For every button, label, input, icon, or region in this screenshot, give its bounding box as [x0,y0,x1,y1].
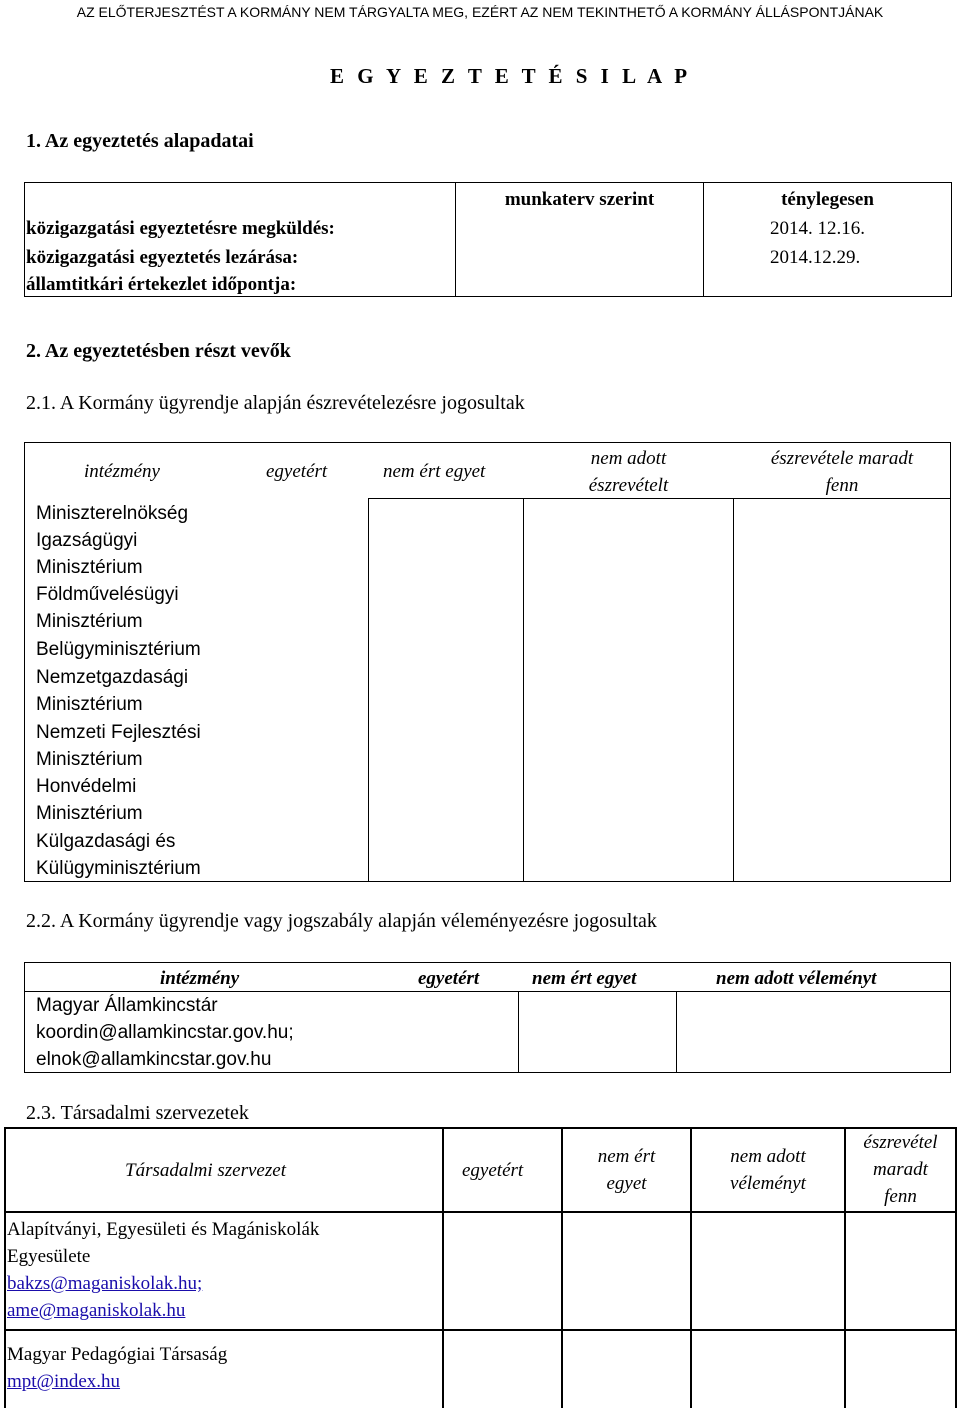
row-label-meeting: államtitkári értekezlet időpontja: [26,274,297,295]
row-actual-closed: 2014.12.29. [770,247,861,268]
institution-row: Honvédelmi Minisztérium [36,776,143,824]
col-disagree-header: nem ért egyet [383,461,486,482]
section2-heading: 2. Az egyeztetésben részt vevők [26,340,291,362]
org1-email-link-1[interactable]: bakzs@maganiskolak.hu; [7,1273,203,1294]
col-plan-header: munkaterv szerint [504,189,655,210]
section2-1-heading: 2.1. A Kormány ügyrendje alapján észrevételezésre jogosultak [26,392,525,414]
col-kept-header-3-line2: maradt [873,1159,928,1180]
col-institution-header: intézmény [84,461,160,482]
org2-name: Magyar Pedagógiai Társaság [7,1344,228,1365]
org1-email-link-2[interactable]: ame@maganiskolak.hu [7,1300,186,1321]
org1-name-line1: Alapítványi, Egyesületi és Magániskolák [7,1219,320,1240]
section2-3-heading: 2.3. Társadalmi szervezetek [26,1102,249,1124]
col-disagree-header-3-line2: egyet [606,1173,647,1194]
institution-name: Magyar Államkincstár [36,995,218,1016]
col-noremark-header-line1: nem adott [590,448,667,469]
col-noremark-header-line2: észrevételt [588,475,669,496]
row-label-sent: közigazgatási egyeztetésre megküldés: [26,218,335,239]
col-disagree-header-3-line1: nem ért [597,1146,656,1167]
col-org-header: Társadalmi szervezet [125,1160,286,1181]
institution-email-1: koordin@allamkincstar.gov.hu; [36,1022,294,1043]
section2-2-heading: 2.2. A Kormány ügyrendje vagy jogszabály alapján véleményezésre jogosultak [26,910,657,932]
col-kept-header-3-line1: észrevétel [863,1132,938,1153]
institution-row: Nemzeti Fejlesztési Minisztérium [36,722,201,770]
institution-row: Nemzetgazdasági Minisztérium [36,667,189,715]
col-noopinion-header-3-line1: nem adott [730,1146,806,1167]
col-agree-header: egyetért [266,461,328,482]
institution-row: Külgazdasági és Külügyminisztérium [36,831,201,879]
col-agree-header-2: egyetért [418,968,480,989]
institution-row: Földművelésügyi Minisztérium [36,584,179,632]
institution-email-2: elnok@allamkincstar.gov.hu [36,1049,272,1070]
page-title: E G Y E Z T E T É S I L A P [330,64,692,88]
col-agree-header-3: egyetért [462,1160,524,1181]
col-noopinion-header-2: nem adott véleményt [716,968,877,989]
draft-notice-header: AZ ELŐTERJESZTÉST A KORMÁNY NEM TÁRGYALTA MEG, EZÉRT AZ NEM TEKINTHETŐ A KORMÁNY ÁLLÁSPONTJÁNAK [76,4,884,20]
institution-row: Igazságügyi Minisztérium [36,530,143,578]
institution-row: Miniszterelnökség [36,503,189,524]
col-disagree-header-2: nem ért egyet [532,968,637,989]
col-noopinion-header-3-line2: véleményt [730,1173,806,1194]
col-kept-header-line2: fenn [825,475,859,496]
org2-email-link[interactable]: mpt@index.hu [7,1371,121,1392]
col-actual-header: ténylegesen [781,189,874,210]
col-institution-header-2: intézmény [160,968,240,989]
institution-row: Belügyminisztérium [36,639,201,660]
col-kept-header-line1: észrevétele maradt [770,448,914,469]
col-kept-header-3-line3: fenn [884,1186,917,1207]
section1-heading: 1. Az egyeztetés alapadatai [26,130,254,152]
org1-name-line2: Egyesülete [7,1246,91,1267]
row-actual-sent: 2014. 12.16. [770,218,865,239]
row-label-closed: közigazgatási egyeztetés lezárása: [26,247,299,268]
